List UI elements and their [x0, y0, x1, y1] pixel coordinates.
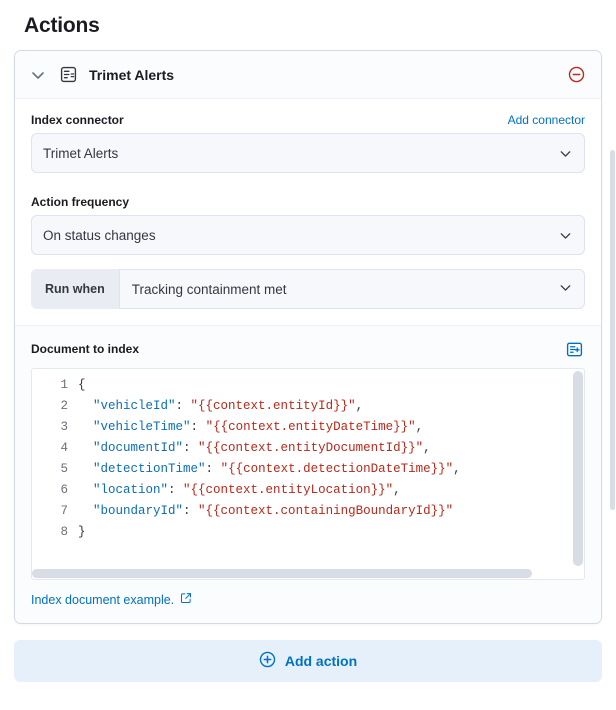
- chevron-down-icon: [558, 146, 573, 161]
- index-document-icon: [57, 64, 79, 86]
- index-connector-label: Index connector: [31, 113, 124, 127]
- add-action-button[interactable]: [14, 640, 602, 682]
- document-code-editor[interactable]: [31, 368, 585, 580]
- code-token: "{{context.entityId}}": [190, 399, 356, 413]
- code-line-number: 2: [60, 399, 68, 413]
- code-token: :: [190, 420, 206, 434]
- index-connector-value: Trimet Alerts: [43, 145, 119, 161]
- code-vertical-scroll-thumb[interactable]: [573, 371, 583, 566]
- code-token: ,: [355, 399, 364, 413]
- code-line: [78, 375, 584, 396]
- action-panel-header: [15, 51, 601, 99]
- code-token: "documentId": [93, 441, 184, 455]
- action-frequency-value: On status changes: [43, 227, 156, 243]
- code-token: "{{context.entityDateTime}}": [205, 420, 416, 434]
- chevron-down-icon[interactable]: [25, 62, 51, 88]
- code-token: :: [175, 399, 191, 413]
- code-token: "vehicleId": [93, 399, 176, 413]
- code-token: [78, 420, 93, 434]
- action-panel-body: [15, 99, 601, 623]
- code-token: ,: [453, 462, 461, 476]
- code-line: [78, 438, 584, 459]
- run-when-value: Tracking containment met: [131, 281, 287, 297]
- code-token: "{{context.containingBoundaryId}}": [198, 504, 454, 518]
- code-line-number: 7: [60, 504, 68, 518]
- code-token: [78, 462, 93, 476]
- action-frequency-header: [31, 195, 585, 209]
- action-title: Trimet Alerts: [89, 66, 175, 83]
- document-to-index-label: Document to index: [31, 342, 140, 356]
- add-action-label: Add action: [284, 652, 358, 669]
- code-token: "{{context.entityLocation}}": [183, 483, 394, 497]
- code-token: {: [78, 378, 86, 392]
- code-token: [78, 483, 93, 497]
- chevron-down-icon: [558, 280, 573, 298]
- code-line-number: 6: [60, 483, 68, 497]
- code-line-number: 4: [60, 441, 68, 455]
- code-line: [78, 522, 584, 543]
- document-to-index-section: [15, 325, 601, 623]
- index-document-example-label: Index document example.: [31, 592, 175, 607]
- code-content: [78, 375, 584, 579]
- run-when-select[interactable]: [120, 269, 585, 309]
- run-when-label: Run when: [31, 269, 120, 309]
- action-frequency-label: Action frequency: [31, 195, 130, 209]
- plus-circle-icon: [259, 651, 276, 671]
- index-connector-select[interactable]: [31, 133, 585, 173]
- code-token: "location": [93, 483, 169, 497]
- chevron-down-icon: [558, 228, 573, 243]
- code-line: [78, 480, 584, 501]
- code-token: ,: [393, 483, 401, 497]
- page-scrollbar-thumb[interactable]: [610, 150, 615, 510]
- code-token: ,: [415, 420, 424, 434]
- code-line: [78, 459, 584, 480]
- code-line: [78, 501, 584, 522]
- code-line-number: 8: [60, 525, 68, 539]
- code-line: [78, 417, 584, 438]
- code-token: ,: [423, 441, 431, 455]
- code-token: "detectionTime": [93, 462, 206, 476]
- code-horizontal-scrollbar[interactable]: [32, 568, 584, 579]
- code-token: [78, 504, 93, 518]
- code-token: "{{context.detectionDateTime}}": [220, 462, 454, 476]
- document-to-index-header: [31, 338, 585, 360]
- code-horizontal-scroll-thumb[interactable]: [32, 569, 532, 578]
- code-token: :: [205, 462, 221, 476]
- code-gutter: [32, 375, 78, 579]
- code-token: }: [78, 525, 86, 539]
- add-variable-icon[interactable]: [563, 338, 585, 360]
- action-frequency-select[interactable]: [31, 215, 585, 255]
- code-token: "{{context.entityDocumentId}}": [198, 441, 424, 455]
- index-document-example-link[interactable]: [31, 592, 192, 607]
- code-line-number: 1: [60, 378, 68, 392]
- code-token: :: [183, 441, 199, 455]
- code-vertical-scrollbar[interactable]: [572, 369, 584, 579]
- code-token: :: [168, 483, 184, 497]
- code-line: [78, 396, 584, 417]
- code-token: [78, 441, 93, 455]
- code-line-number: 5: [60, 462, 68, 476]
- add-connector-link[interactable]: Add connector: [507, 113, 585, 127]
- code-line-number: 3: [60, 420, 68, 434]
- code-token: "boundaryId": [93, 504, 184, 518]
- code-token: "vehicleTime": [93, 420, 191, 434]
- page-title: Actions: [24, 14, 100, 37]
- code-token: [78, 399, 93, 413]
- index-connector-header: [31, 113, 585, 127]
- external-link-icon: [180, 592, 192, 607]
- code-token: :: [183, 504, 199, 518]
- minus-circle-icon[interactable]: [565, 64, 587, 86]
- action-panel: [14, 50, 602, 624]
- run-when-group: [31, 269, 585, 309]
